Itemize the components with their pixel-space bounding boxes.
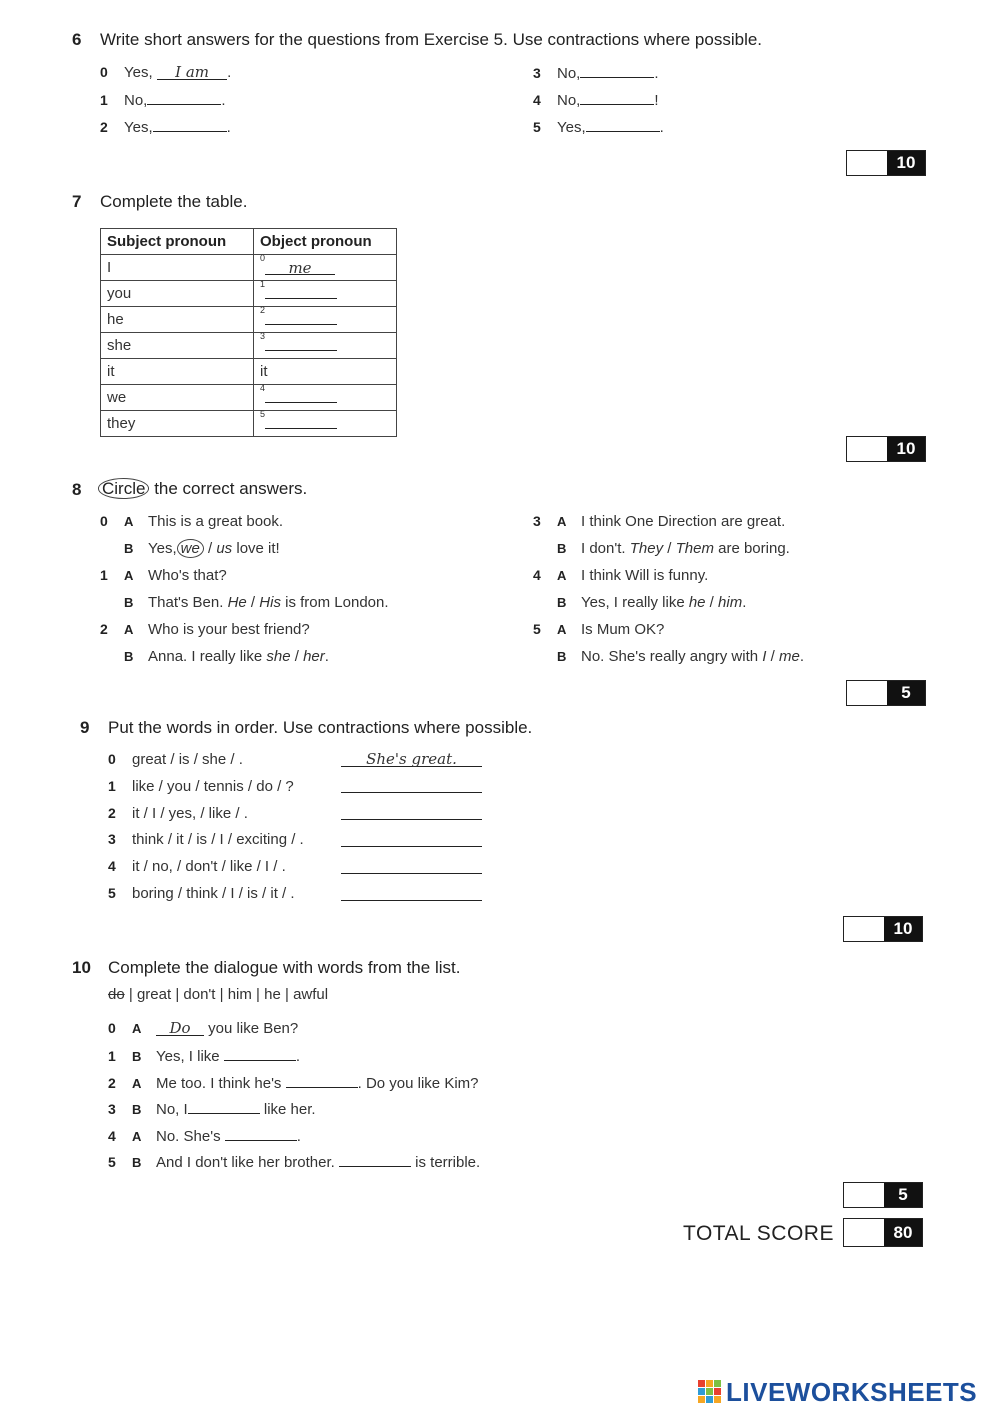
ex6-answer-4[interactable] — [580, 90, 654, 105]
ex9-answer-1[interactable] — [341, 778, 482, 793]
object-cell[interactable]: 4 — [254, 385, 397, 411]
ex9-item-5: 5 boring / think / I / is / it / . — [108, 885, 295, 902]
ex9-item-2: 2 it / I / yes, / like / . — [108, 805, 248, 822]
ex6-answer-0[interactable]: I am — [157, 63, 227, 80]
score-input[interactable] — [844, 917, 886, 941]
option-1[interactable]: he — [688, 594, 706, 611]
ex10-item-1: 1 B Yes, I like . — [108, 1048, 300, 1065]
ex8-title: Circle the correct answers. — [98, 479, 307, 499]
ex8-item-0-a: 0 A This is a great book. — [100, 513, 284, 530]
ex8-item-5-a: 5 A Is Mum OK? — [533, 621, 665, 638]
score-input[interactable] — [844, 1183, 886, 1207]
ex8-score-box — [846, 680, 926, 706]
score-max: 5 — [884, 1183, 922, 1207]
subject-cell: they — [101, 411, 254, 437]
ex6-item-2: 2 Yes, . — [100, 119, 231, 136]
item-number: 2 — [100, 119, 108, 135]
word-list-item: he — [264, 986, 281, 1003]
ex10-item-0: 0 A Do you like Ben? — [108, 1019, 299, 1037]
word-list-item: don't — [183, 986, 216, 1003]
score-max: 5 — [887, 681, 925, 705]
option-1[interactable]: I — [762, 648, 767, 665]
object-cell: it — [254, 359, 397, 385]
ex8-number: 8 — [72, 480, 82, 499]
option-2[interactable]: him — [718, 594, 743, 611]
ex8-item-3-b: B I don't. They / Them are boring. — [557, 540, 790, 557]
ex9-score-box — [843, 916, 923, 942]
ex6-item-3: 3 No, . — [533, 65, 659, 82]
table-row — [101, 255, 397, 281]
item-number: 5 — [533, 119, 541, 135]
ex6-title: Write short answers for the questions from Exercise 5. Use contractions where possible. — [100, 30, 763, 49]
ex9-item-3: 3 think / it / is / I / exciting / . — [108, 831, 304, 848]
table-row — [101, 359, 397, 385]
ex9-number: 9 — [80, 718, 90, 737]
word-list-item: him — [227, 986, 252, 1003]
ex6-answer-3[interactable] — [580, 63, 654, 78]
word-list-item: do — [108, 986, 125, 1003]
ex9-title: Put the words in order. Use contractions where possible. — [108, 718, 533, 737]
option-2[interactable]: her — [303, 648, 325, 665]
ex10-answer-2[interactable] — [286, 1073, 358, 1088]
score-input[interactable] — [847, 437, 889, 461]
total-score-max: 80 — [884, 1219, 922, 1246]
table-header-row — [101, 229, 397, 255]
column-header: Object pronoun — [254, 229, 397, 255]
subject-cell: he — [101, 307, 254, 333]
word-list-item: great — [136, 986, 172, 1003]
subject-cell: it — [101, 359, 254, 385]
option-2[interactable]: His — [259, 594, 281, 611]
ex6-item-1: 1 No, . — [100, 92, 226, 109]
ex8-item-0-b: B Yes, we / us love it! — [124, 540, 280, 557]
table-row — [101, 411, 397, 437]
ex6-item-0: 0 Yes, I am . — [100, 63, 232, 81]
option-2[interactable]: me — [778, 648, 800, 665]
ex8-item-4-b: B Yes, I really like he / him. — [557, 594, 747, 611]
ex9-answer-2[interactable] — [341, 805, 482, 820]
ex6-answer-2[interactable] — [153, 117, 227, 132]
ex6-item-5: 5 Yes, . — [533, 119, 664, 136]
ex8-item-2-a: 2 A Who is your best friend? — [100, 621, 310, 638]
ex8-item-1-a: 1 A Who's that? — [100, 567, 227, 584]
object-cell[interactable]: 3 — [254, 333, 397, 359]
total-score-label: TOTAL SCORE — [683, 1222, 834, 1245]
option-1[interactable]: They — [629, 540, 664, 557]
ex7-number: 7 — [72, 192, 82, 211]
ex10-answer-1[interactable] — [224, 1046, 296, 1061]
ex10-number: 10 — [72, 958, 91, 977]
ex6-number: 6 — [72, 30, 82, 49]
ex10-item-2: 2 A Me too. I think he's . Do you like Kim? — [108, 1075, 479, 1092]
ex10-item-4: 4 A No. She's . — [108, 1128, 301, 1145]
ex10-answer-5[interactable] — [339, 1152, 411, 1167]
ex10-answer-3[interactable] — [188, 1099, 260, 1114]
table-row — [101, 281, 397, 307]
subject-cell: I — [101, 255, 254, 281]
ex10-score-box — [843, 1182, 923, 1208]
ex8-item-2-b: B Anna. I really like she / her. — [124, 648, 329, 665]
ex9-answer-4[interactable] — [341, 859, 482, 874]
ex8-item-5-b: B No. She's really angry with I / me. — [557, 648, 804, 665]
ex9-item-1: 1 like / you / tennis / do / ? — [108, 778, 294, 795]
table-row — [101, 385, 397, 411]
ex8-item-1-b: B That's Ben. He / His is from London. — [124, 594, 389, 611]
total-score-box — [843, 1218, 923, 1247]
ex9-answer-3[interactable] — [341, 832, 482, 847]
object-cell[interactable]: 1 — [254, 281, 397, 307]
score-max: 10 — [884, 917, 922, 941]
object-cell[interactable]: 2 — [254, 307, 397, 333]
ex9-answer-0[interactable]: She's great. — [341, 750, 482, 767]
item-number: 0 — [100, 64, 108, 80]
object-answer: me — [288, 258, 312, 277]
ex6-answer-5[interactable] — [586, 117, 660, 132]
score-input[interactable] — [847, 681, 889, 705]
ex6-answer-1[interactable] — [147, 90, 221, 105]
item-number: 1 — [100, 92, 108, 108]
item-number: 4 — [533, 92, 541, 108]
liveworksheets-logo-icon — [698, 1380, 722, 1404]
ex10-answer-4[interactable] — [225, 1126, 297, 1141]
ex7-title: Complete the table. — [100, 192, 248, 211]
liveworksheets-brand[interactable]: LIVEWORKSHEETS — [726, 1377, 978, 1407]
circle-word: Circle — [98, 478, 149, 499]
option-1[interactable]: He — [227, 594, 247, 611]
subject-cell: you — [101, 281, 254, 307]
subject-cell: she — [101, 333, 254, 359]
option-1[interactable]: we — [177, 539, 204, 558]
subject-cell: we — [101, 385, 254, 411]
ex8-item-3-a: 3 A I think One Direction are great. — [533, 513, 786, 530]
ex6-score-box — [846, 150, 926, 176]
ex10-item-3: 3 B No, I like her. — [108, 1101, 316, 1118]
table-row — [101, 307, 397, 333]
word-list: do | great | don't | him | he | awful — [108, 986, 329, 1003]
ex7-score-box — [846, 436, 926, 462]
ex8-item-4-a: 4 A I think Will is funny. — [533, 567, 709, 584]
option-2[interactable]: us — [216, 540, 233, 557]
ex6-item-4: 4 No, ! — [533, 92, 659, 109]
ex9-item-4: 4 it / no, / don't / like / I / . — [108, 858, 286, 875]
object-cell[interactable]: 5 — [254, 411, 397, 437]
ex9-item-0: 0 great / is / she / . — [108, 751, 243, 768]
word-list-item: awful — [293, 986, 329, 1003]
total-score-input[interactable] — [844, 1219, 886, 1246]
score-max: 10 — [887, 437, 925, 461]
ex10-title: Complete the dialogue with words from the list. — [108, 958, 461, 977]
score-max: 10 — [887, 151, 925, 175]
ex10-item-5: 5 B And I don't like her brother. is terrible. — [108, 1154, 481, 1171]
option-2[interactable]: Them — [675, 540, 714, 557]
ex10-answer-0[interactable]: Do — [156, 1019, 204, 1036]
item-prefix: Yes, — [124, 64, 153, 81]
object-cell[interactable]: $^0$me — [254, 255, 397, 281]
option-1[interactable]: she — [266, 648, 291, 665]
pronoun-table — [100, 228, 397, 437]
column-header: Subject pronoun — [101, 229, 254, 255]
table-row — [101, 333, 397, 359]
score-input[interactable] — [847, 151, 889, 175]
ex9-answer-5[interactable] — [341, 886, 482, 901]
item-number: 3 — [533, 65, 541, 81]
